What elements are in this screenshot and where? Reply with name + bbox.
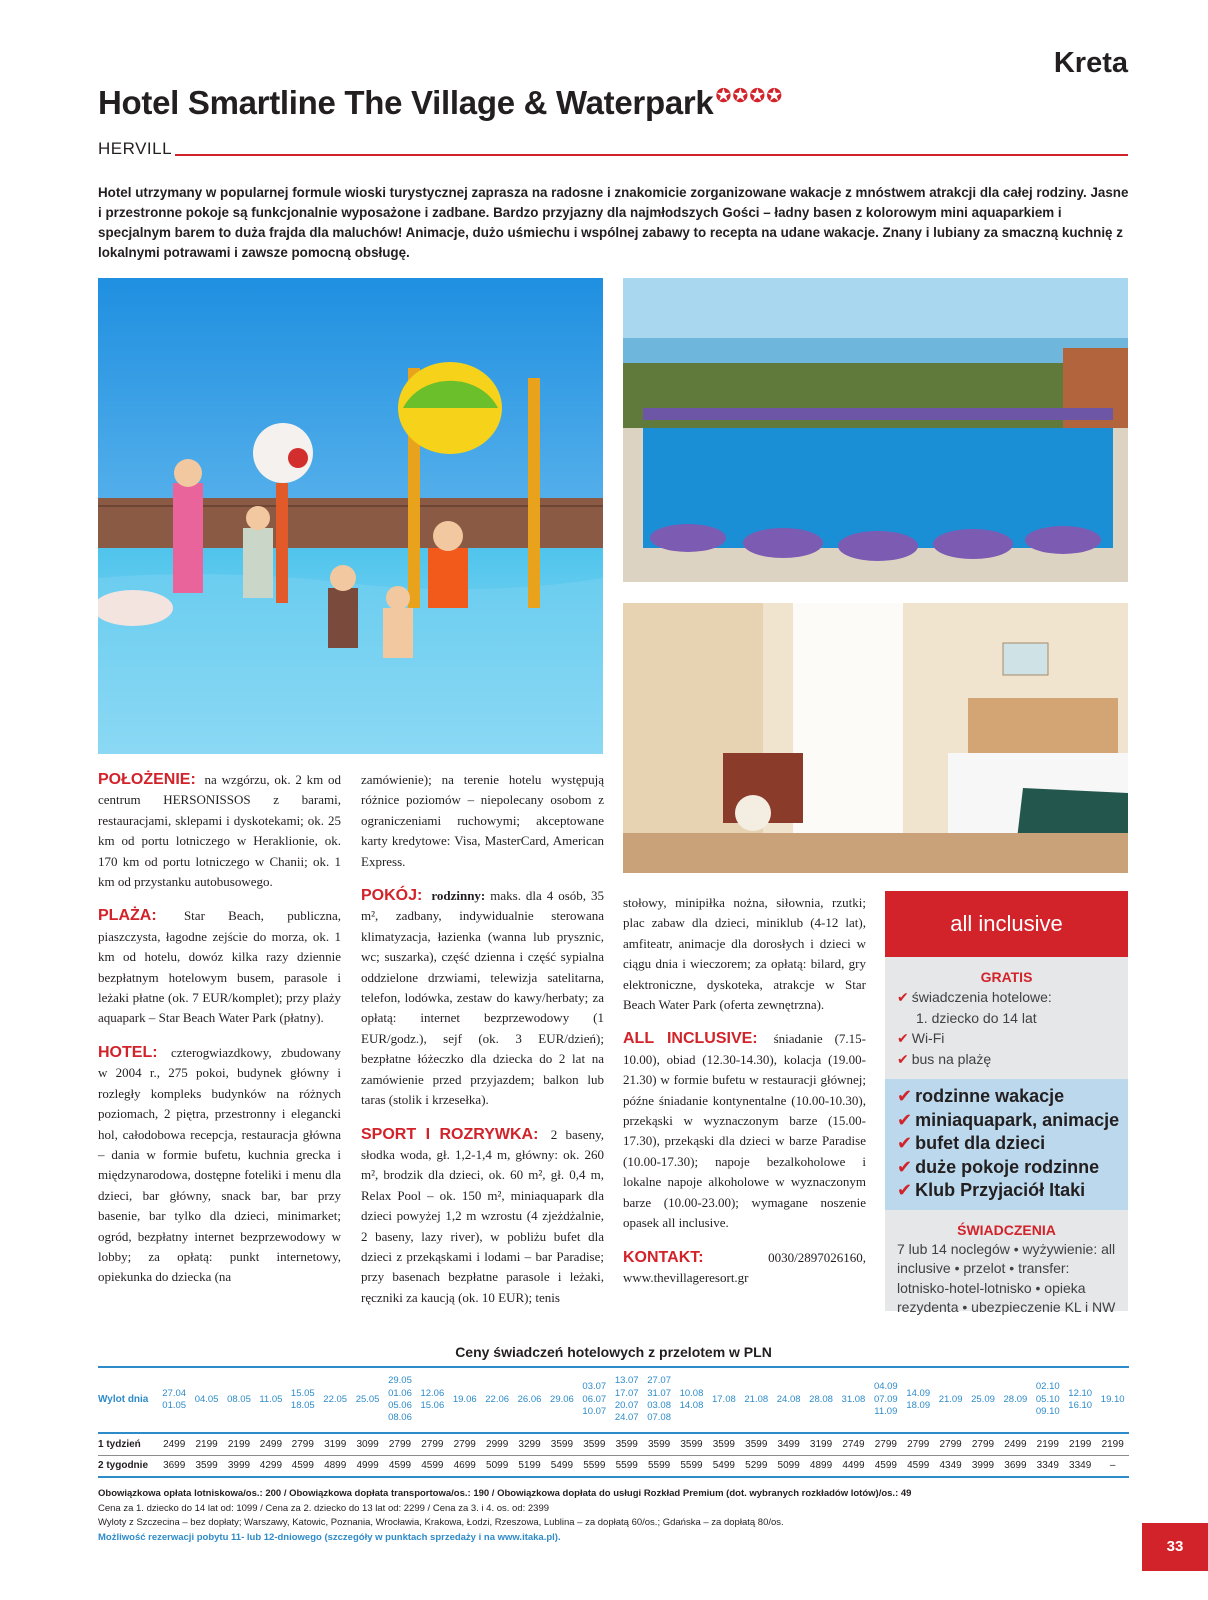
departure-date-cell: 19.10 bbox=[1096, 1367, 1129, 1433]
beach-text: Star Beach, publiczna, piaszczysta, łagodne zejście do morza, ok. 1 km od hotelu, dowóz kilka razy dziennie bezpłatnym hotelowym busem, parasole i leżaki płatne (ok. 7 EUR/komplet); przy plaży aquapark – Star Beach Water Park (płatny). bbox=[98, 908, 341, 1026]
check-icon: ✔ bbox=[897, 1109, 913, 1130]
price-cell: 2799 bbox=[967, 1433, 999, 1455]
price-cell: 2499 bbox=[158, 1433, 190, 1455]
departure-date-cell: 22.05 bbox=[319, 1367, 351, 1433]
pool-photo-art bbox=[623, 278, 1128, 582]
price-cell: 5599 bbox=[643, 1455, 675, 1477]
departure-date-cell: 26.06 bbox=[513, 1367, 545, 1433]
price-cell: 4599 bbox=[384, 1455, 416, 1477]
price-cell: 2799 bbox=[934, 1433, 966, 1455]
price-cell: 2499 bbox=[999, 1433, 1031, 1455]
price-cell: 3999 bbox=[967, 1455, 999, 1477]
departure-date-cell: 29.05 01.06 05.06 08.06 bbox=[384, 1367, 416, 1433]
departure-date-cell: 13.07 17.07 20.07 24.07 bbox=[611, 1367, 643, 1433]
price-cell: 4599 bbox=[287, 1455, 319, 1477]
location-section bbox=[98, 770, 341, 892]
check-icon: ✔ bbox=[897, 1156, 913, 1177]
price-cell: 3199 bbox=[805, 1433, 837, 1455]
price-cell: 4599 bbox=[870, 1455, 902, 1477]
departure-date-cell: 04.05 bbox=[190, 1367, 222, 1433]
hotel-section-continued: zamówienie); na terenie hotelu występują różnice poziomów – niepolecany osobom z ograniczeniami ruchowymi; akceptowane karty kredytowe: Visa, MasterCard, American Express. bbox=[361, 772, 604, 869]
location-heading: POŁOŻENIE: bbox=[98, 771, 196, 788]
features-list bbox=[885, 1079, 1128, 1210]
price-cell: 3349 bbox=[1064, 1455, 1096, 1477]
departure-date-cell: 24.08 bbox=[772, 1367, 804, 1433]
contact-section bbox=[623, 1248, 866, 1289]
price-cell: 4699 bbox=[449, 1455, 481, 1477]
title-divider bbox=[175, 154, 1128, 156]
price-cell: 4599 bbox=[902, 1455, 934, 1477]
sport-heading: SPORT I ROZRYWKA: bbox=[361, 1125, 539, 1143]
price-cell: – bbox=[1096, 1455, 1129, 1477]
hotel-text: czterogwiazdkowy, zbudowany w 2004 r., 275 pokoi, budynek główny i rozległy kompleks budynków na różnych poziomach, 2 piętra, przestronny i elegancki hol, całodobowa recepcja, restauracja główna – dania w formie bufetu, kuchnia grecka i międzynarodowa, dostępne foteliki i menu dla dzieci, bar główny, snack bar, bar przy basenie, bar tylko dla dzieci, minimarket; ogród, bezpłatny internet bezprzewodowy w lobby; za opłatą: punkt internetowy, opiekunka do dziecka (na bbox=[98, 1044, 341, 1285]
price-cell: 3599 bbox=[578, 1433, 610, 1455]
sport-section bbox=[361, 1125, 604, 1309]
departure-date-cell: 10.08 14.08 bbox=[675, 1367, 707, 1433]
price-table-caption: Ceny świadczeń hotelowych z przelotem w PLN bbox=[455, 1344, 772, 1360]
pool-photo bbox=[623, 278, 1128, 582]
beach-heading: PLAŻA: bbox=[98, 907, 157, 925]
price-cell: 2199 bbox=[190, 1433, 222, 1455]
departure-dates-row bbox=[98, 1367, 1129, 1433]
price-cell: 5099 bbox=[772, 1455, 804, 1477]
description-column-1 bbox=[98, 770, 341, 1302]
sport-text: 2 baseny, słodka woda, gł. 1,2-1,4 m, główny: ok. 260 m², brodzik dla dzieci, ok. 60 m², gł. 0,4 m, Relax Pool – ok. 150 m², miniaquapark dla dzieci powyżej 1,2 m wzrostu (4 zjeżdżalnie, 2 baseny, lazy river), w pobliżu bufet dla dzieci z przekąskami i lodami – bar Paradise; przy basenach bezpłatne parasole i leżaki, ręczniki za kaucją (ok. 10 EUR); tenis bbox=[361, 1126, 604, 1305]
location-text: na wzgórzu, ok. 2 km od centrum HERSONISSOS z barami, restauracjami, sklepami i dyskotekami; ok. 25 km od portu lotniczego w Heraklionie, ok. 170 km od portu lotniczego w Chanii; ok. 1 km od przystanku autobusowego. bbox=[98, 772, 342, 890]
check-icon: ✔ bbox=[897, 1180, 913, 1200]
departure-date-cell: 02.10 05.10 09.10 bbox=[1032, 1367, 1064, 1433]
price-cell: 3599 bbox=[190, 1455, 222, 1477]
price-cell: 4599 bbox=[416, 1455, 448, 1477]
hotel-heading: HOTEL: bbox=[98, 1043, 158, 1061]
price-row bbox=[98, 1455, 1129, 1477]
price-cell: 2199 bbox=[223, 1433, 255, 1455]
price-cell: 3349 bbox=[1032, 1455, 1064, 1477]
price-cell: 2799 bbox=[384, 1433, 416, 1455]
departure-date-cell: 29.06 bbox=[546, 1367, 578, 1433]
feature-item: ✔ rodzinne wakacje bbox=[897, 1086, 1065, 1106]
check-icon: ✔ bbox=[897, 1050, 909, 1067]
departure-date-cell: 28.08 bbox=[805, 1367, 837, 1433]
swiadczenia-text: 7 lub 14 noclegów • wyżywienie: all inclusive • przelot • transfer: lotnisko-hotel-lotnisko • opieka rezydenta • ubezpieczenie KL i NW bbox=[897, 1240, 1116, 1315]
price-cell: 2999 bbox=[481, 1433, 513, 1455]
departure-date-cell: 28.09 bbox=[999, 1367, 1031, 1433]
departure-date-cell: 25.09 bbox=[967, 1367, 999, 1433]
hotel-name: Hotel Smartline The Village & Waterpark bbox=[98, 84, 714, 121]
departure-date-cell: 22.06 bbox=[481, 1367, 513, 1433]
price-cell: 4899 bbox=[319, 1455, 351, 1477]
price-cell: 2799 bbox=[416, 1433, 448, 1455]
price-cell: 4899 bbox=[805, 1455, 837, 1477]
price-table bbox=[98, 1366, 1129, 1478]
footnote-departures: Wyloty z Szczecina – bez dopłaty; Warszawy, Katowic, Poznania, Wrocławia, Krakowa, Łodzi, Rzeszowa, Lublina – za dopłatą 60/os.; Gdańska – za dopłatą 80/os. bbox=[98, 1517, 784, 1529]
price-cell: 4499 bbox=[837, 1455, 869, 1477]
departure-date-cell: 08.05 bbox=[223, 1367, 255, 1433]
contact-text: 0030/2897026160, www.thevillageresort.gr bbox=[623, 1249, 866, 1285]
departure-date-cell: 12.06 15.06 bbox=[416, 1367, 448, 1433]
row-label: 1 tydzień bbox=[98, 1433, 158, 1455]
price-cell: 3299 bbox=[513, 1433, 545, 1455]
price-cell: 5499 bbox=[708, 1455, 740, 1477]
price-cell: 5299 bbox=[740, 1455, 772, 1477]
row-label: 2 tygodnie bbox=[98, 1455, 158, 1477]
price-cell: 2799 bbox=[902, 1433, 934, 1455]
price-row bbox=[98, 1433, 1129, 1455]
price-cell: 3599 bbox=[708, 1433, 740, 1455]
price-cell: 5199 bbox=[513, 1455, 545, 1477]
price-cell: 3599 bbox=[740, 1433, 772, 1455]
operator-name: HERVILL bbox=[98, 139, 173, 158]
region-name: Kreta bbox=[1053, 47, 1128, 79]
price-cell: 2799 bbox=[287, 1433, 319, 1455]
departure-date-cell: 21.08 bbox=[740, 1367, 772, 1433]
departure-date-cell: 25.05 bbox=[351, 1367, 383, 1433]
departure-date-cell: 14.09 18.09 bbox=[902, 1367, 934, 1433]
intro-paragraph: Hotel utrzymany w popularnej formule wioski turystycznej zaprasza na radosne i znakomicie zorganizowane wakacje z mnóstwem atrakcji dla całej rodziny. Jasne i przestronne pokoje są funkcjonalnie wyposażone i zadbane. Bardzo przyjazny dla najmłodszych Gości – ładny basen z kolorowym mini aquaparkiem i specjalnym barem to duża frajda dla maluchów! Animacje, dużo uśmiechu i wspólnej zabawy to recepta na udane wakacje. Znany i lubiany za smaczną kuchnię z lokalnymi potrawami i zawsze pomocną obsługę. bbox=[98, 185, 1129, 260]
price-cell: 5599 bbox=[675, 1455, 707, 1477]
sport-section-continued: stołowy, minipiłka nożna, siłownia, rzutki; plac zabaw dla dzieci, miniklub (4-12 lat), amfiteatr, animacje dla dorosłych i dzieci w ciągu dnia i wieczorem; za opłatą: bilard, gry elektroniczne, dyskoteka, atrakcje w Star Beach Water Park (oferta zewnętrzna). bbox=[623, 895, 866, 1013]
price-cell: 5099 bbox=[481, 1455, 513, 1477]
departure-date-cell: 19.06 bbox=[449, 1367, 481, 1433]
room-section bbox=[361, 886, 604, 1110]
gratis-item: 1. dziecko do 14 lat bbox=[916, 1009, 1037, 1026]
departure-date-cell: 17.08 bbox=[708, 1367, 740, 1433]
price-cell: 3499 bbox=[772, 1433, 804, 1455]
price-cell: 2499 bbox=[255, 1433, 286, 1455]
price-cell: 5599 bbox=[611, 1455, 643, 1477]
price-cell: 5599 bbox=[578, 1455, 610, 1477]
departure-date-cell: 27.04 01.05 bbox=[158, 1367, 190, 1433]
feature-item: ✔ duże pokoje rodzinne bbox=[897, 1156, 1100, 1177]
price-cell: 3599 bbox=[643, 1433, 675, 1455]
departure-date-cell: 12.10 16.10 bbox=[1064, 1367, 1096, 1433]
departure-date-cell: 21.09 bbox=[934, 1367, 966, 1433]
all-inclusive-box-header: all inclusive bbox=[885, 891, 1128, 957]
feature-item: ✔ Klub Przyjaciół Itaki bbox=[897, 1180, 1086, 1200]
price-cell: 3199 bbox=[319, 1433, 351, 1455]
waterpark-photo bbox=[98, 278, 603, 754]
room-type: rodzinny: bbox=[431, 888, 486, 904]
check-icon: ✔ bbox=[897, 1133, 913, 1153]
description-column-3 bbox=[623, 893, 866, 1302]
departure-date-cell: 03.07 06.07 10.07 bbox=[578, 1367, 610, 1433]
swiadczenia-title: ŚWIADCZENIA bbox=[957, 1221, 1056, 1238]
room-text: maks. dla 4 osób, 35 m², zadbany, indywidualnie sterowana klimatyzacja, łazienka (wanna lub prysznic, wc; suszarka), część dzienna i część sypialna oddzielone drzwiami, telewizja satelitarna, telefon, lodówka, zestaw do kawy/herbaty; za opłatą: internet bezprzewodowy (1 EUR/godz.), sejf (ok. 3 EUR/dzień); bezpłatne łóżeczko dla dziecka do 2 lat na zamówienie przed przyjazdem; balkon lub taras (stolik i krzesełka). bbox=[361, 888, 605, 1108]
beach-section bbox=[98, 906, 341, 1028]
row-label: Wylot dnia bbox=[98, 1367, 158, 1433]
price-cell: 3699 bbox=[158, 1455, 190, 1477]
price-cell: 3699 bbox=[999, 1455, 1031, 1477]
price-cell: 5499 bbox=[546, 1455, 578, 1477]
feature-item: ✔ bufet dla dzieci bbox=[897, 1133, 1046, 1153]
gratis-title: GRATIS bbox=[980, 969, 1033, 985]
check-icon: ✔ bbox=[897, 1030, 909, 1046]
footnote-reservation: Możliwość rezerwacji pobytu 11- lub 12-dniowego (szczegóły w punktach sprzedaży i na www.itaka.pl). bbox=[98, 1531, 561, 1543]
contact-heading: KONTAKT: bbox=[623, 1248, 704, 1266]
all-inclusive-heading: ALL INCLUSIVE: bbox=[623, 1030, 758, 1048]
gratis-item: ✔ świadczenia hotelowe: bbox=[897, 989, 1052, 1005]
page-title bbox=[98, 84, 783, 122]
price-cell: 2799 bbox=[870, 1433, 902, 1455]
price-cell: 3599 bbox=[675, 1433, 707, 1455]
room-photo bbox=[623, 603, 1128, 873]
gratis-list bbox=[885, 987, 1128, 1069]
price-cell: 3999 bbox=[223, 1455, 255, 1477]
check-icon: ✔ bbox=[897, 1086, 913, 1106]
room-heading: POKÓJ: bbox=[361, 887, 423, 905]
hotel-section bbox=[98, 1043, 341, 1288]
departure-date-cell: 11.05 bbox=[255, 1367, 286, 1433]
footnote-fees: Obowiązkowa opłata lotniskowa/os.: 200 / Obowiązkowa dopłata transportowa/os.: 190 / Obowiązkowa dopłata do usługi Rozkład Premium (dot. wybranych rozkładów lotów)/os.: 49 bbox=[98, 1488, 912, 1499]
price-cell: 2799 bbox=[449, 1433, 481, 1455]
all-inclusive-section bbox=[623, 1029, 866, 1233]
price-cell: 3099 bbox=[351, 1433, 383, 1455]
feature-item: ✔ miniaquapark, animacje bbox=[897, 1109, 1120, 1130]
rating-stars: ✪✪✪✪ bbox=[715, 86, 784, 107]
departure-date-cell: 04.09 07.09 11.09 bbox=[870, 1367, 902, 1433]
room-photo-art bbox=[623, 603, 1128, 873]
gratis-item: ✔ Wi-Fi bbox=[897, 1030, 945, 1046]
departure-date-cell: 15.05 18.05 bbox=[287, 1367, 319, 1433]
price-cell: 3599 bbox=[611, 1433, 643, 1455]
all-inclusive-text: śniadanie (7.15-10.00), obiad (12.30-14.30), kolacja (19.00-21.30) w formie bufetu w restauracji głównej; późne śniadanie kontynentalne (10.00-10.30), przekąski w wyznaczonym barze (15.00-17.30), przekąski dla dzieci w barze Paradise (10.00-17.30); napoje bezalkoholowe i lokalne napoje alkoholowe w wyznaczonym barze (10.00-23.00); wymagane noszenie opasek all inclusive. bbox=[623, 1031, 866, 1231]
price-cell: 3599 bbox=[546, 1433, 578, 1455]
waterpark-photo-art bbox=[98, 278, 603, 754]
price-cell: 4299 bbox=[255, 1455, 286, 1477]
gratis-item: ✔ bus na plażę bbox=[897, 1050, 992, 1067]
departure-date-cell: 27.07 31.07 03.08 07.08 bbox=[643, 1367, 675, 1433]
all-inclusive-box bbox=[885, 891, 1128, 1315]
price-footnotes bbox=[98, 1487, 1129, 1545]
price-cell: 2749 bbox=[837, 1433, 869, 1455]
check-icon: ✔ bbox=[897, 989, 909, 1005]
price-cell: 2199 bbox=[1096, 1433, 1129, 1455]
footnote-child-prices: Cena za 1. dziecko do 14 lat od: 1099 / Cena za 2. dziecko do 13 lat od: 2299 / Cena za 3. i 4. os. od: 2399 bbox=[98, 1502, 550, 1514]
page-number: 33 bbox=[1142, 1523, 1208, 1571]
price-cell: 4349 bbox=[934, 1455, 966, 1477]
description-column-2 bbox=[361, 770, 604, 1322]
price-cell: 2199 bbox=[1032, 1433, 1064, 1455]
departure-date-cell: 31.08 bbox=[837, 1367, 869, 1433]
price-cell: 2199 bbox=[1064, 1433, 1096, 1455]
price-cell: 4999 bbox=[351, 1455, 383, 1477]
